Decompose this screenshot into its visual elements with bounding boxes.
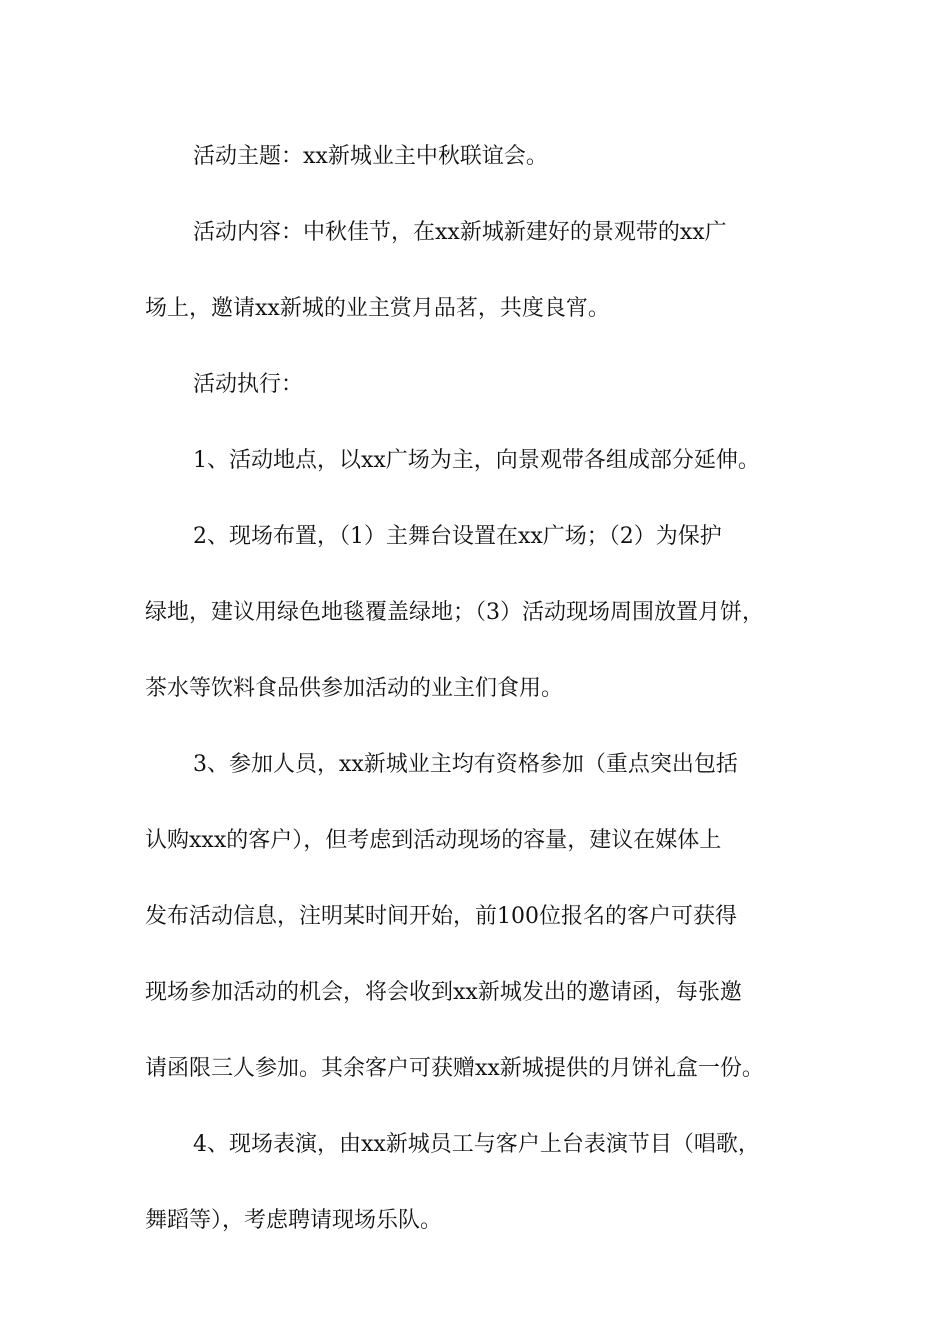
item-3-line-4: 现场参加活动的机会，将会收到xx新城发出的邀请函，每张邀	[145, 980, 742, 1005]
item-2-line-2: 绿地，建议用绿色地毯覆盖绿地；（3）活动现场周围放置月饼，	[145, 600, 764, 625]
item-2-line-1: 2、现场布置，（1）主舞台设置在xx广场；（2）为保护	[193, 524, 722, 549]
item-3-line-2: 认购xxx的客户），但考虑到活动现场的容量，建议在媒体上	[145, 828, 722, 853]
item-3-line-1: 3、参加人员，xx新城业主均有资格参加（重点突出包括	[193, 752, 738, 777]
content-line-1: 活动内容：中秋佳节，在xx新城新建好的景观带的xx广	[193, 220, 727, 245]
item-3-line-5: 请函限三人参加。其余客户可获赠xx新城提供的月饼礼盒一份。	[145, 1056, 764, 1081]
item-4-line-1: 4、现场表演，由xx新城员工与客户上台表演节目（唱歌，	[193, 1132, 760, 1157]
document-body	[145, 119, 813, 1259]
content-line-2: 场上，邀请xx新城的业主赏月品茗，共度良宵。	[145, 296, 610, 321]
item-3-line-3: 发布活动信息，注明某时间开始，前100位报名的客户可获得	[145, 904, 737, 929]
item-2-line-3: 茶水等饮料食品供参加活动的业主们食用。	[145, 676, 564, 701]
item-4-line-2: 舞蹈等），考虑聘请现场乐队。	[145, 1208, 443, 1233]
item-1-line-1: 1、活动地点，以xx广场为主，向景观带各组成部分延伸。	[193, 448, 760, 473]
theme-line: 活动主题：xx新城业主中秋联谊会。	[193, 144, 548, 169]
execution-heading: 活动执行：	[193, 372, 304, 397]
